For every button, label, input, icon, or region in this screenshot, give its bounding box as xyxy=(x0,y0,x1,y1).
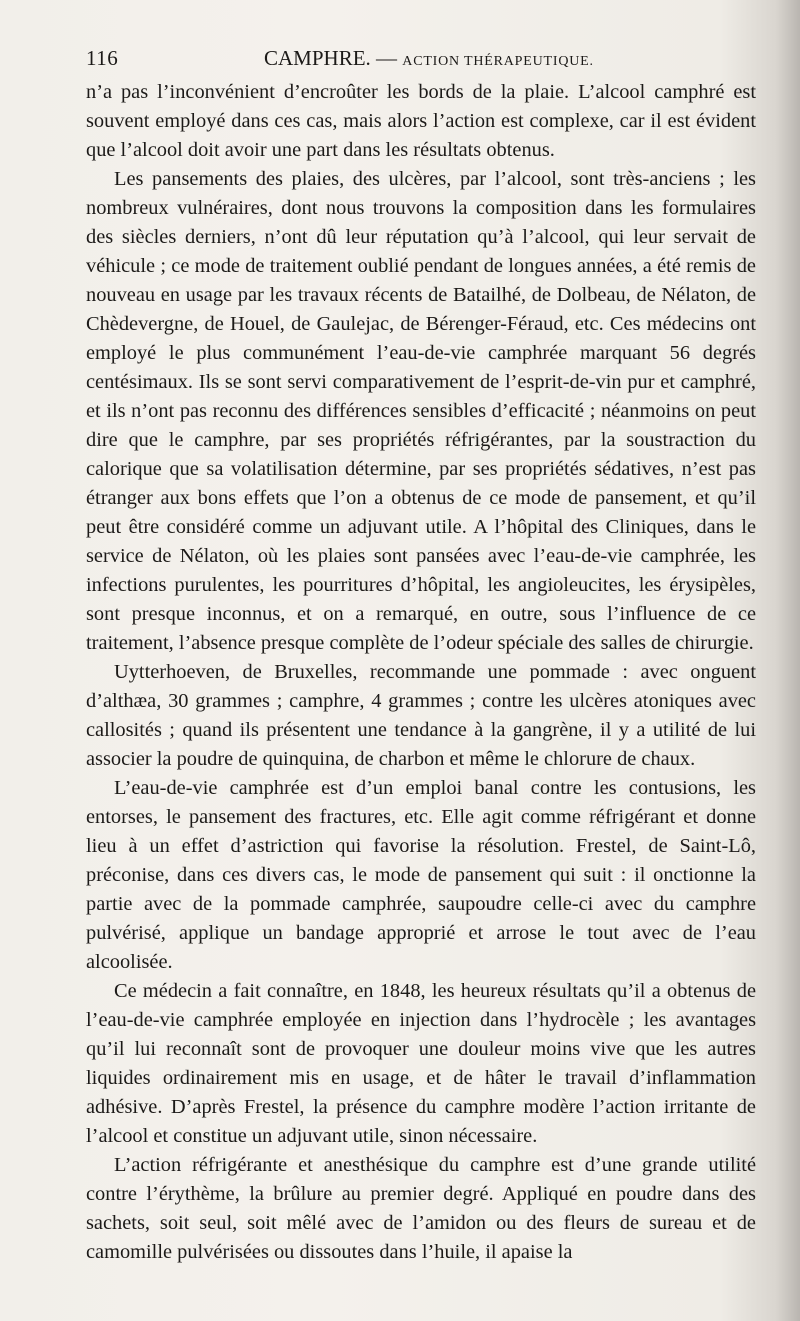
paragraph-2: Les pansements des plaies, des ulcères, par l’alcool, sont très-anciens ; les nombreux vulnéraires, dont nous trouvons la composition dans les formulaires des siècles derniers, n’ont dû leur réputation qu’à l’alcool, qui leur servait de véhicule ; ce mode de traitement oublié pendant de longues années, a été remis de nouveau en usage par les travaux récents de Batailhé, de Dolbeau, de Nélaton, de Chèdevergne, de Houel, de Gaulejac, de Bérenger-Féraud, etc. Ces médecins ont employé le plus communément l’eau-de-vie camphrée marquant 56 degrés centésimaux. Ils se sont servi comparativement de l’esprit-de-vin pur et camphré, et ils n’ont pas reconnu des différences sensibles d’efficacité ; néanmoins on peut dire que le camphre, par ses propriétés réfrigérantes, par la soustraction du calorique que sa volatilisation détermine, par ses propriétés sédatives, n’est pas étranger aux bons effets que l’on a obtenus de ce mode de pansement, et qu’il peut être considéré comme un adjuvant utile. A l’hôpital des Cliniques, dans le service de Nélaton, où les plaies sont pansées avec l’eau-de-vie camphrée, les infections purulentes, les pourritures d’hôpital, les angioleucites, les érysipèles, sont presque inconnus, et on a remarqué, en outre, sous l’influence de ce traitement, l’absence presque complète de l’odeur spéciale des salles de chirurgie. xyxy=(86,168,756,654)
running-title-dash: — xyxy=(376,46,398,70)
running-header xyxy=(86,46,756,76)
body-text xyxy=(86,78,756,1267)
paragraph-1: n’a pas l’inconvénient d’encroûter les bords de la plaie. L’alcool camphré est souvent employé dans ces cas, mais alors l’action est complexe, car il est évident que l’alcool doit avoir une part dans les résultats obtenus. xyxy=(86,81,756,161)
paragraph-3: Uytterhoeven, de Bruxelles, recommande une pommade : avec onguent d’althæa, 30 grammes ; camphre, 4 grammes ; contre les ulcères atoniques avec callosités ; quand ils présentent une tendance à la gangrène, il y a utilité de lui associer la poudre de quinquina, de charbon et même le chlorure de chaux. xyxy=(86,661,756,770)
paragraph-4: L’eau-de-vie camphrée est d’un emploi banal contre les contusions, les entorses, le pansement des fractures, etc. Elle agit comme réfrigérant et donne lieu à un effet d’astriction qui favorise la résolution. Frestel, de Saint-Lô, préconise, dans ces divers cas, le mode de pansement qui suit : il onctionne la partie avec de la pommade camphrée, saupoudre celle-ci avec du camphre pulvérisé, applique un bandage approprié et arrose le tout avec de l’eau alcoolisée. xyxy=(86,777,756,973)
running-title-section: ACTION THÉRAPEUTIQUE. xyxy=(402,54,594,69)
paragraph-5: Ce médecin a fait connaître, en 1848, les heureux résultats qu’il a obtenus de l’eau-de-vie camphrée employée en injection dans l’hydrocèle ; les avantages qu’il lui reconnaît sont de provoquer une douleur moins vive que les autres liquides ordinairement mis en usage, et de hâter le travail d’inflammation adhésive. D’après Frestel, la présence du camphre modère l’action irritante de l’alcool et constitue un adjuvant utile, sinon nécessaire. xyxy=(86,980,756,1147)
running-title-main: CAMPHRE. xyxy=(264,46,371,70)
paragraph-6: L’action réfrigérante et anesthésique du camphre est d’une grande utilité contre l’érythème, la brûlure au premier degré. Appliqué en poudre dans des sachets, soit seul, soit mêlé avec de l’amidon ou des fleurs de sureau et de camomille pulvérisées ou dissoutes dans l’huile, il apaise la xyxy=(86,1154,756,1263)
page-number: 116 xyxy=(86,46,119,70)
running-title xyxy=(264,46,594,71)
